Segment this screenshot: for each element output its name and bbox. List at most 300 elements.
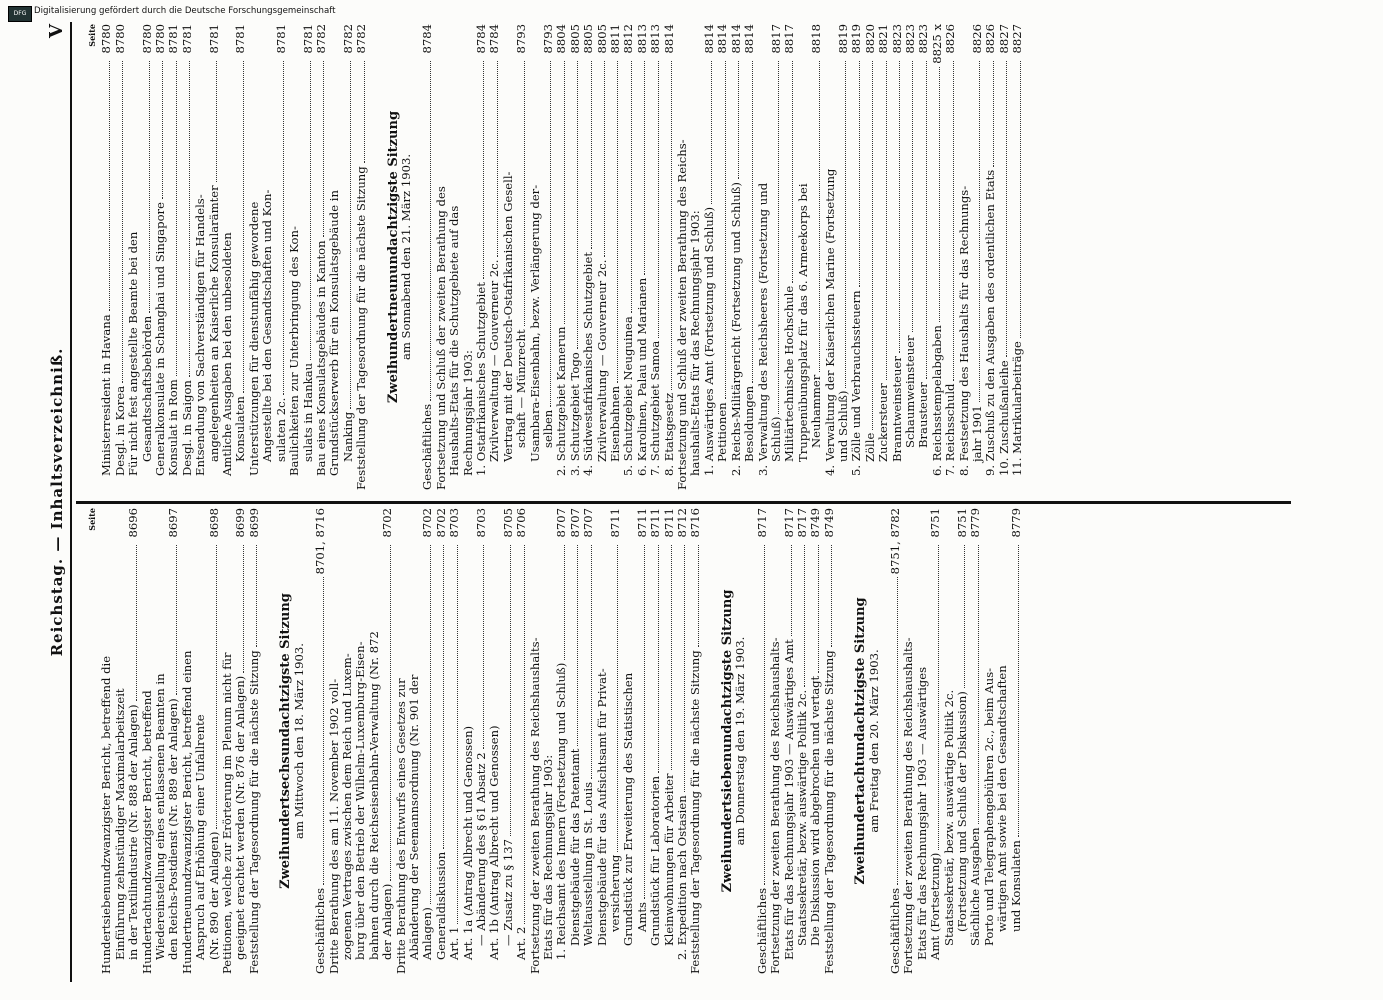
leader-dots [350,61,351,409]
toc-entry [797,24,824,490]
toc-entry-text: Staatssekretär, bezw. auswärtige Politik 2c. [794,689,809,946]
leader-dots [617,545,618,852]
toc-entry-text: Art. 1a (Antrag Albrecht und Genossen) [460,725,475,960]
column-divider [76,501,1291,504]
toc-page-number: 8813 [648,24,663,54]
toc-page-number: 8780 [139,24,154,54]
toc-entry-text: schaft — Münzrecht [514,329,529,448]
toc-entry-text: 4. Südwestafrikanisches Schutzgebiet [581,251,596,476]
leader-dots [831,545,832,647]
toc-entry [809,508,822,974]
dfg-logo: DFG [8,6,32,22]
toc-page-number: 8780 [153,24,168,54]
toc-entry-text: und Konsulaten [1008,840,1023,932]
toc-entry [891,24,904,490]
toc-entry [167,24,180,490]
toc-entry [328,508,395,974]
toc-entry [421,24,434,490]
session-title: Zweihundertachtundachtzigste Sitzung [853,597,869,885]
toc-page-number: 8696 [126,508,141,538]
leader-dots [216,61,217,182]
toc-page-number: 8781 [166,24,181,54]
toc-entry-text: Generalkonsulate in Schanghai und Singapore [153,202,168,476]
toc-entry-text: Kleinwohnungen für Arbeiter [661,773,676,946]
toc-entry-text: Ministerresident in Havana [99,314,114,476]
toc-page-number: 8821 [876,24,891,54]
toc-page-number: 8705 [500,508,515,538]
toc-entry [769,508,796,974]
toc-entry [676,508,689,974]
toc-entry-text: selben [541,409,555,448]
toc-entry-text: 10. Zuschußanleihe [996,360,1011,476]
toc-page-number: 8826 [970,24,984,54]
toc-entry-text: Die Diskussion wird abgebrochen und vertagt [808,675,823,946]
leader-dots [591,61,592,249]
toc-page-number: 8702 [420,508,435,538]
toc-entry-text: 8. Festsetzung des Haushalts für das Rechnungs- [956,185,971,476]
toc-entry [931,24,944,490]
toc-entry-text: 2. Reichs-Militärgericht (Fortsetzung und Schluß) [728,182,743,476]
leader-dots [1006,61,1007,357]
toc-entry-text: Grundstück zur Erweiterung des Statistischen [621,672,636,946]
leader-dots [364,61,365,163]
toc-entry-text: Geschäftliches [420,403,435,490]
toc-page-number: 8707 [567,508,582,538]
toc-page-number: 8782 [354,24,369,54]
leader-dots [939,67,940,322]
toc-entry-text: Generaldiskussion [433,851,448,960]
leader-dots [323,577,324,885]
toc-entry-text: Feststellung der Tagesordnung für die nächste Sitzung [821,650,836,974]
toc-page-number: 8702 [380,508,395,538]
toc-entry-text: Sächliche Ausgaben [968,827,983,946]
toc-entry-text: Geschäftliches [754,887,769,974]
toc-entry-text: zogenen Vertrages zwischen dem Reich und Luxem- [339,653,354,960]
toc-entry-text: der Anlagen) [380,883,395,960]
toc-page-number: 8780 [99,24,114,54]
toc-entry [448,508,461,974]
toc-entry-text: Art. 1b (Antrag Albrecht und Genossen) [487,725,502,960]
leader-dots [859,61,860,287]
leader-dots [1018,545,1019,837]
toc-entry [488,24,501,490]
toc-entry-text: Branntweinsteuer [889,356,904,462]
toc-entry [689,508,702,974]
toc-page-number: 8817 [768,24,783,54]
toc-entry-text: Einführung zehnstündiger Maximalarbeitszeit [112,688,127,960]
toc-entry-text: 5. Zölle und Verbrauchssteuern [849,290,864,476]
toc-entry-text: 1. Ostafrikanisches Schutzgebiet [473,282,488,476]
toc-entry [248,24,288,490]
leader-dots [283,61,284,395]
session-date: am Freitag den 20. März 1903. [866,649,881,833]
leader-dots [109,61,110,311]
toc-page-number: 8826 [983,24,998,54]
toc-entry [462,508,489,974]
leader-dots [993,61,994,167]
toc-entry [435,24,475,490]
toc-page-number: 8811 [608,24,623,54]
leader-dots [176,545,177,695]
toc-entry-text: 2. Schutzgebiet Kamerun [554,326,569,476]
toc-entry [221,24,248,490]
toc-entry-text: Rechnungsjahr 1903: [460,350,475,476]
leader-dots [577,61,578,349]
toc-entry [716,24,729,490]
toc-entry [569,508,582,974]
toc-entry-text: Gesandtschaftsbehörden [139,315,154,462]
leader-dots [243,61,244,393]
toc-entry-text: Fortsetzung der zweiten Berathung des Reichshaushalts- [527,637,542,974]
toc-entry-text: Usambara-Eisenbahn, bezw. Verlängerung der- [527,184,542,462]
toc-entry [488,508,515,974]
toc-entry-text: Fortsetzung der zweiten Berathung des Reichshaushalts- [768,637,783,974]
toc-page-number: 8781 [206,24,221,54]
leader-dots [899,61,900,353]
leader-dots [658,61,659,338]
toc-entry [877,24,890,490]
toc-page-number: 8805 [581,24,596,54]
leader-dots [791,545,792,636]
toc-entry-text: den Reichs-Postdienst (Nr. 889 der Anlagen) [166,698,181,960]
leader-dots [256,545,257,647]
toc-page-number: 8707 [581,508,596,538]
toc-page-number: 8805 [567,24,582,54]
leader-dots [243,545,244,673]
toc-page-number: 8813 [634,24,649,54]
toc-page-number: 8703 [473,508,488,538]
toc-entry-text: Entsendung von Sachverständigen für Handels- [193,194,208,476]
leader-dots [617,61,618,383]
toc-entry-text: 6. Karolinen, Palau und Marianen [634,277,649,476]
toc-entry [622,508,649,974]
leader-dots [430,545,431,904]
toc-page-number: 8817 [782,24,797,54]
toc-page-number: 8751 [928,508,943,538]
toc-entry-text: versicherung [608,854,623,932]
toc-entry-text: Militärtechnische Hochschule [782,285,797,462]
toc-page-number: 8751, 8782 [887,508,902,575]
leader-dots [162,61,163,199]
toc-entry-text: Grundstück für Laboratorien [648,775,663,946]
leader-dots [564,545,565,660]
page-title: Reichstag. — Inhaltsverzeichniß. [48,347,66,657]
toc-entry [743,24,756,490]
toc-entry-text: Dienstgebäude für das Patentamt [567,748,582,946]
leader-dots [310,61,311,360]
toc-entry-text: Vertrag mit der Deutsch-Ostafrikanischen Gesell- [500,171,515,462]
toc-entry [314,508,327,974]
toc-page-number: 8781 [179,24,194,54]
leader-dots [658,545,659,773]
toc-entry-text: wärtigen Amt sowie bei den Gesandtschaften [995,665,1010,932]
leader-dots [323,61,324,237]
toc-page-number: 8820 [862,24,877,54]
leader-dots [764,545,765,885]
leader-dots [926,61,927,379]
toc-entry-text: Neuhammer [809,374,824,448]
leader-dots [738,61,739,179]
toc-entry-text: Zölle [862,432,877,462]
toc-page-number: 8697 [166,508,181,538]
toc-page-number: 8782 [313,24,328,54]
leader-dots [886,61,887,380]
toc-entry-text: Zivilverwaltung — Gouverneur 2c. [594,259,609,462]
toc-entry [154,24,167,490]
toc-entry [757,24,784,490]
toc-entry [127,24,154,490]
digitization-credit: Digitalisierung gefördert durch die Deutsche Forschungsgemeinschaft [34,6,336,16]
toc-entry-text: 1. Reichsamt des Innern (Fortsetzung und Schluß) [554,662,569,960]
toc-entry-text: Weltausstellung in St. Louis [581,781,596,946]
toc-page-number: 8781 [233,24,248,54]
leader-dots [819,61,820,372]
toc-entry [676,24,703,490]
toc-entry-text: Amtliche Ausgaben bei den unbesoldeten [220,232,235,476]
leader-dots [804,545,805,687]
toc-entry-text: Amts [634,902,649,932]
toc-entry-text: Dienstgebäude für das Aufsichtsamt für Privat- [594,668,609,946]
toc-entry-text: Haushalts-Etats für die Schutzgebiete auf das [447,205,462,476]
toc-page-number: 8717 [794,508,809,538]
session-title: Zweihundertsechsundachtzigste Sitzung [278,593,294,889]
leader-dots [872,61,873,430]
leader-dots [443,545,444,849]
leader-dots [671,61,672,390]
leader-dots [698,545,699,647]
toc-entry [355,24,368,490]
toc-page-number: 8784 [487,24,502,54]
toc-entry [730,24,743,490]
toc-entry-text: Etats für das Rechnungsjahr 1903 — Auswärtiges Amt [781,639,796,960]
toc-entry-text: Zuckersteuer [876,383,891,462]
toc-entry-text: 6. Reichsstempelabgaben [929,325,944,476]
toc-entry [569,24,582,490]
toc-entry [395,508,435,974]
toc-entry [221,508,248,974]
toc-entry-text: Anlagen) [420,907,435,960]
seite-label: Seite [87,508,97,531]
page-number: V [46,24,67,38]
toc-entry [100,24,113,490]
toc-entry [864,24,877,490]
toc-entry-text: Abänderung der Seemannsordnung (Nr. 901 der [406,674,421,960]
leader-dots [979,61,980,402]
toc-entry-text: Art. 2 [514,926,529,960]
toc-page-number: 8711 [608,508,623,538]
toc-page-number: 8701, 8716 [313,508,328,575]
session-date: am Donnerstag den 19. März 1903. [733,636,748,846]
toc-page-number: 8717 [781,508,796,538]
toc-entry [582,24,595,490]
toc-page-number: 8812 [621,24,636,54]
toc-entry-text: 4. Verwaltung der Kaiserlichen Marine (Fortsetzung [822,168,837,476]
leader-dots [792,61,793,283]
toc-entry-text: Grundstückserwerb für ein Konsulatsgebäude in [327,190,342,476]
toc-page-number: 8814 [701,24,716,54]
toc-entry-text: Fortsetzung und Schluß der zweiten Berathung des [433,186,448,490]
toc-page-number: 8707 [554,508,569,538]
toc-entry-text: Art. 1 [447,926,462,960]
toc-entry-text: 3. Verwaltung des Reichsheeres (Fortsetzung und [755,182,770,476]
toc-entry-text: sulaten 2c. [273,397,288,462]
toc-entry [917,24,930,490]
toc-entry [141,508,181,974]
toc-entry [649,24,662,490]
toc-entry-text: Schaumweinsteuer [902,335,917,448]
leader-dots [564,61,565,324]
toc-entry-text: Fortsetzung und Schluß der zweiten Berathung des Reichs- [675,139,690,490]
toc-entry-text: Hundertachtundzwanzigster Bericht, betreffend [139,690,154,974]
toc-page-number: 8749 [808,508,823,538]
toc-page-number: 8716 [688,508,703,538]
leader-dots [483,61,484,279]
leader-dots [497,61,498,257]
toc-entry [823,508,836,974]
toc-entry-text: Besoldungen [742,385,757,462]
leader-dots [912,61,913,332]
leader-dots [897,577,898,885]
toc-page-number: 8749 [821,508,836,538]
toc-entry [328,24,355,490]
toc-entry-text: Angestellte bei den Gesandtschaften und Kon- [260,189,275,462]
toc-entry-text: Petitionen, welche zur Erörterung im Plenum nicht für [220,652,235,974]
leader-dots [189,61,190,377]
leader-dots [845,61,846,388]
toc-entry-text: Dritte Berathung des Entwurfs eines Gesetzes zur [393,678,408,974]
toc-entry-text: burg über den Betrieb der Wilhelm-Luxemburg-Eisen- [353,641,368,960]
toc-entry [958,24,985,490]
toc-entry-text: Amt (Fortsetzung) [928,852,943,960]
leader-dots [577,545,578,746]
leader-dots [644,61,645,275]
toc-entry-text: Baulichkeiten zur Unterbringung des Kon- [287,226,302,476]
toc-entry-text: geeignet erachtet werden (Nr. 876 der Anlagen) [233,675,248,960]
toc-page-number: 8823 [889,24,904,54]
toc-entry [529,508,556,974]
toc-entry [609,24,622,490]
toc-page-number: 8779 [1008,508,1023,538]
toc-page-number: 8711 [634,508,649,538]
toc-entry-text: Konsulat in Rom [166,379,181,476]
leader-dots [818,545,819,673]
toc-entry [288,24,315,490]
toc-entry-text: 5. Schutzgebiet Neuguinea [621,316,636,476]
toc-entry [529,24,556,490]
left-column [86,508,1023,974]
leader-dots [953,61,954,381]
toc-page-number: 8784 [420,24,435,54]
toc-page-number: 8814 [742,24,757,54]
toc-page-number: 8827 [1010,24,1025,54]
leader-dots [510,545,511,836]
toc-entry-text: Fortsetzung der zweiten Berathung des Reichshaushalts- [901,637,916,974]
session-date: am Sonnabend den 21. März 1903. [398,153,413,361]
toc-entry-text: Geschäftliches [313,887,328,974]
toc-entry-text: Feststellung der Tagesordnung für die nächste Sitzung [246,650,261,974]
leader-dots [604,61,605,257]
toc-entry [983,508,1023,974]
toc-entry-text: 8. Etatsgesetz [661,392,676,476]
toc-entry-text: jahr 1901 [970,405,984,462]
toc-page-number: 8712 [675,508,690,538]
toc-page-number: 8814 [728,24,743,54]
toc-page-number: 8819 [849,24,864,54]
toc-page-number: 8780 [112,24,127,54]
toc-entry-text: Hundertsiebenundzwanzigster Bericht, betreffend die [99,655,114,974]
toc-page-number: 8699 [246,508,261,538]
toc-entry [889,508,902,974]
leader-dots [524,61,525,326]
toc-page-number: 8826 [943,24,958,54]
toc-page-number: 8814 [661,24,676,54]
toc-entry-text: Nanking [340,411,355,462]
toc-page-number: 8702 [433,508,448,538]
toc-entry [998,24,1011,490]
toc-entry-text: Truppenübungsplatz für das 6. Armeekorps bei [795,183,810,462]
toc-entry [502,24,529,490]
toc-entry [703,24,716,490]
toc-entry [622,24,635,490]
toc-entry [663,24,676,490]
toc-page-number: 8711 [661,508,676,538]
toc-entry-text: Eisenbahnen [608,385,623,462]
toc-page-number: 8698 [206,508,221,538]
leader-dots [457,545,458,924]
toc-entry-text: haushalts-Etats für das Rechnungsjahr 1903: [688,210,703,476]
leader-dots [684,545,685,792]
leader-dots [671,545,672,770]
toc-entry-text: 11. Matrikularbeiträge [1010,341,1025,476]
toc-page-number: 8823 [916,24,931,54]
toc-entry-text: Hundertneunundzwanzigster Bericht, betreffend einen [179,650,194,974]
toc-entry [596,24,609,490]
toc-entry-text: Wiedereinstellung eines entlassenen Beamten in [153,673,168,960]
toc-entry [756,508,769,974]
toc-entry-text: — Zusatz zu § 137 [500,839,515,946]
seite-label: Seite [87,24,97,47]
leader-dots [778,61,779,414]
leader-dots [216,545,217,829]
toc-entry [984,24,997,490]
toc-entry [100,508,140,974]
toc-entry [663,508,676,974]
toc-entry [1011,24,1024,490]
toc-entry [943,508,970,974]
session-title: Zweihundertsiebenundachtzigste Sitzung [719,589,735,893]
toc-entry-text: Etats für das Rechnungsjahr 1903: [541,754,555,960]
toc-entry-text: Unterstützungen für dienstunfähig gewordene [246,201,261,476]
toc-entry [435,508,448,974]
toc-entry [783,24,796,490]
leader-dots [1020,61,1021,338]
session-date: am Mittwoch den 18. März 1903. [291,643,306,839]
toc-entry-text: Konsulaten [233,396,248,462]
toc-entry-text: (Fortsetzung und Schluß der Diskussion) [954,691,969,932]
toc-page-number: 8779 [968,508,983,538]
toc-entry-text: Anspruch auf Erhöhung einer Unfallrente [193,714,208,960]
session-title: Zweihundertneunundachtzigste Sitzung [385,110,401,404]
toc-entry [475,24,488,490]
toc-entry-text: Zivilverwaltung — Gouverneur 2c. [487,259,502,462]
toc-entry-text: Feststellung der Tagesordnung für die nächste Sitzung [354,166,369,490]
toc-entry [824,24,851,490]
toc-page-number: 8711 [648,508,663,538]
leader-dots [752,61,753,383]
toc-entry-text: und Schluß) [835,390,850,462]
toc-entry-text: Feststellung der Tagesordnung für die nächste Sitzung [688,650,703,974]
toc-entry-text: Etats für das Rechnungsjahr 1903 — Auswärtiges [914,666,929,960]
